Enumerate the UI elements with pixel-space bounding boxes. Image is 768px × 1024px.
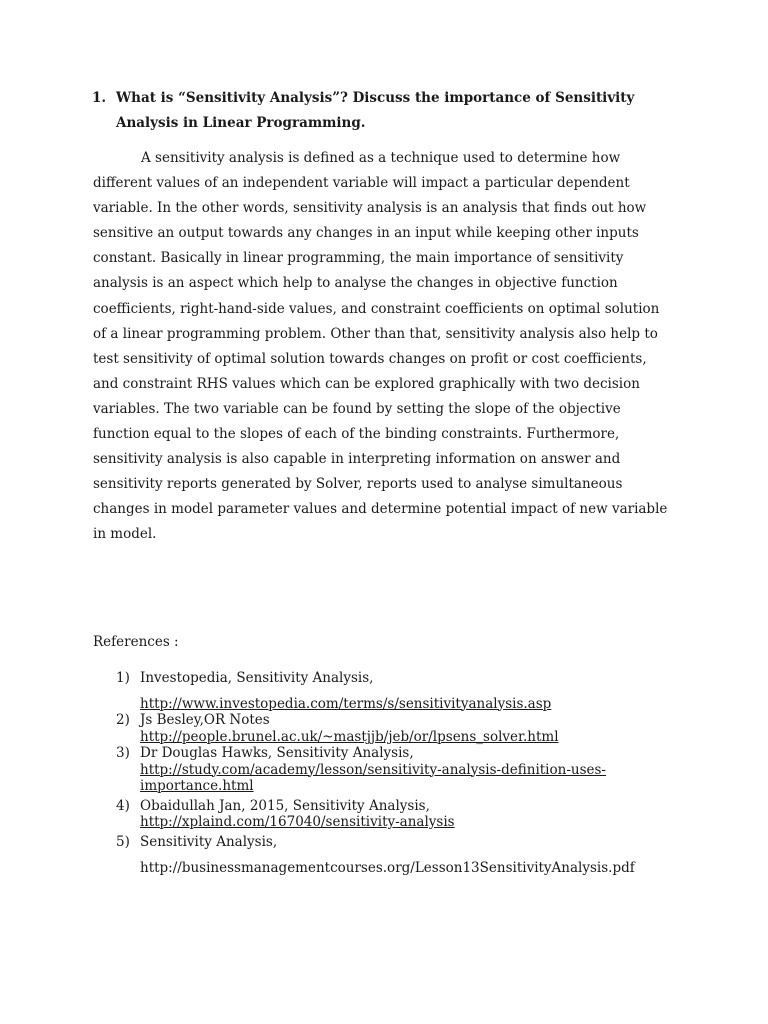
reference-link[interactable]: http://xplaind.com/167040/sensitivity-analysis (140, 814, 455, 830)
reference-item (116, 798, 676, 831)
reference-text: Js Besley,OR Notes (140, 712, 270, 728)
reference-item (116, 745, 676, 795)
references-list (116, 670, 676, 877)
reference-text: Obaidullah Jan, 2015, Sensitivity Analysis, (140, 797, 430, 814)
reference-marker: 2) (116, 712, 130, 728)
reference-text: Dr Douglas Hawks, Sensitivity Analysis, (140, 745, 414, 761)
question-text: What is “Sensitivity Analysis”? Discuss the importance of Sensitivity Analysis in Linear Programming. (116, 90, 635, 131)
reference-marker: 3) (116, 745, 130, 761)
reference-marker: 1) (116, 670, 130, 686)
reference-item (116, 834, 676, 877)
references-title: References : (93, 634, 179, 650)
reference-url-text: http://businessmanagementcourses.org/Lesson13SensitivityAnalysis.pdf (140, 860, 635, 876)
reference-marker: 4) (116, 797, 130, 814)
question-heading (92, 86, 692, 136)
question-number: 1. (92, 90, 107, 106)
reference-text: Investopedia, Sensitivity Analysis, (140, 670, 374, 686)
reference-marker: 5) (116, 833, 130, 850)
answer-paragraph: A sensitivity analysis is defined as a technique used to determine how different values of an independent variable will impact a particular dependent variable. In the other words, sensitivity analysis is an analysis that finds out how sensitive an output towards any changes in an input while keeping other inputs constant. Basically in linear programming, the main importance of sensitivity analysis is an aspect which help to analyse the changes in objective function coefficients, right-hand-side values, and constraint coefficients on optimal solution of a linear programming problem. Other than that, sensitivity analysis also help to test sensitivity of optimal solution towards changes on profit or cost coefficients, and constraint RHS values which can be explored graphically with two decision variables. The two variable can be found by setting the slope of the objective function equal to the slopes of each of the binding constraints. Furthermore, sensitivity analysis is also capable in interpreting information on answer and sensitivity reports generated by Solver, reports used to analyse simultaneous changes in model parameter values and determine potential impact of new variable in model. (93, 150, 668, 543)
reference-item (116, 712, 676, 745)
reference-link[interactable]: http://people.brunel.ac.uk/~mastjjb/jeb/or/lpsens_solver.html (140, 728, 559, 745)
reference-link[interactable]: http://study.com/academy/lesson/sensitivity-analysis-definition-uses-importance.html (140, 761, 606, 794)
reference-text: Sensitivity Analysis, (140, 833, 278, 850)
reference-link[interactable]: http://www.investopedia.com/terms/s/sensitivityanalysis.asp (140, 695, 552, 712)
reference-item (116, 670, 676, 712)
